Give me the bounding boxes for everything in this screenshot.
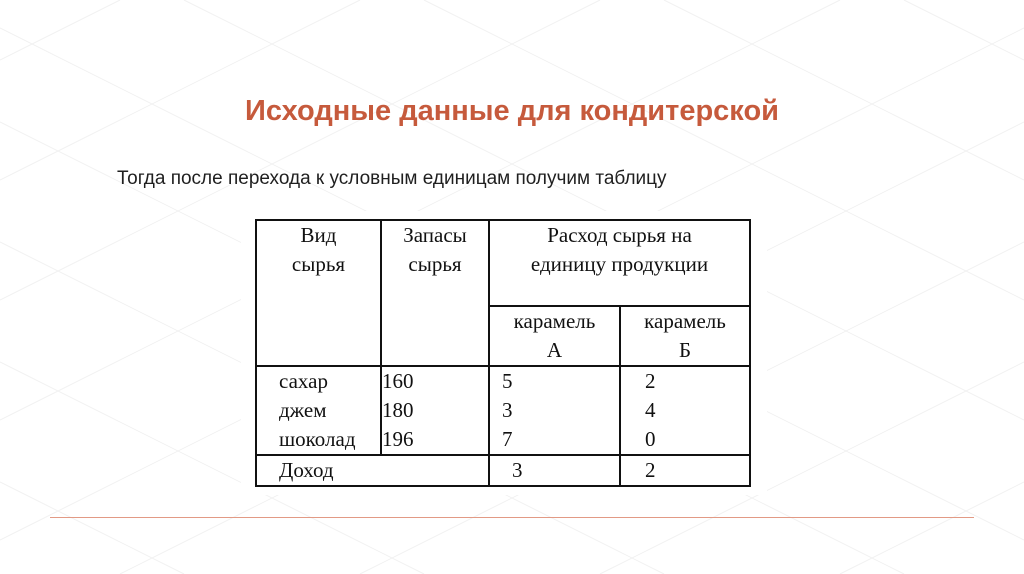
usage-a-value: 3 — [502, 398, 513, 422]
header-usage-group — [489, 220, 750, 306]
usage-a-value: 5 — [502, 369, 513, 393]
table-header-row — [256, 220, 750, 306]
header-line: Расход сырья на — [547, 223, 692, 247]
header-line: Б — [678, 338, 692, 362]
materials-cell — [256, 366, 381, 455]
header-caramel-b — [620, 306, 750, 366]
header-line: Вид — [300, 223, 337, 247]
income-a-value: 3 — [489, 455, 620, 486]
stock-value: 196 — [382, 427, 414, 451]
material-name: сахар — [279, 369, 328, 393]
material-name: джем — [279, 398, 327, 422]
header-stocks — [381, 220, 489, 366]
income-label: Доход — [256, 455, 489, 486]
header-line: единицу продукции — [530, 252, 709, 276]
table-body-row — [256, 366, 750, 455]
usage-b-cell — [620, 366, 750, 455]
header-line: А — [546, 338, 563, 362]
usage-a-cell — [489, 366, 620, 455]
material-name: шоколад — [279, 427, 356, 451]
usage-b-value: 2 — [645, 369, 656, 393]
usage-b-value: 4 — [645, 398, 656, 422]
header-line: карамель — [513, 309, 596, 333]
income-row — [256, 455, 750, 486]
page-title: Исходные данные для кондитерской — [245, 95, 779, 127]
header-line: карамель — [644, 309, 726, 333]
header-caramel-a — [489, 306, 620, 366]
stock-value: 160 — [382, 369, 414, 393]
stocks-cell — [381, 366, 489, 455]
table-panel — [241, 211, 767, 495]
raw-materials-table — [255, 219, 751, 487]
header-material-type — [256, 220, 381, 366]
footer-divider — [50, 517, 974, 518]
income-b-value: 2 — [620, 455, 750, 486]
header-line: Запасы — [403, 223, 467, 247]
header-line: сырья — [291, 252, 346, 276]
stock-value: 180 — [382, 398, 414, 422]
header-line: сырья — [408, 252, 462, 276]
usage-a-value: 7 — [502, 427, 513, 451]
usage-b-value: 0 — [645, 427, 656, 451]
intro-text: Тогда после перехода к условным единицам получим таблицу — [117, 168, 667, 189]
